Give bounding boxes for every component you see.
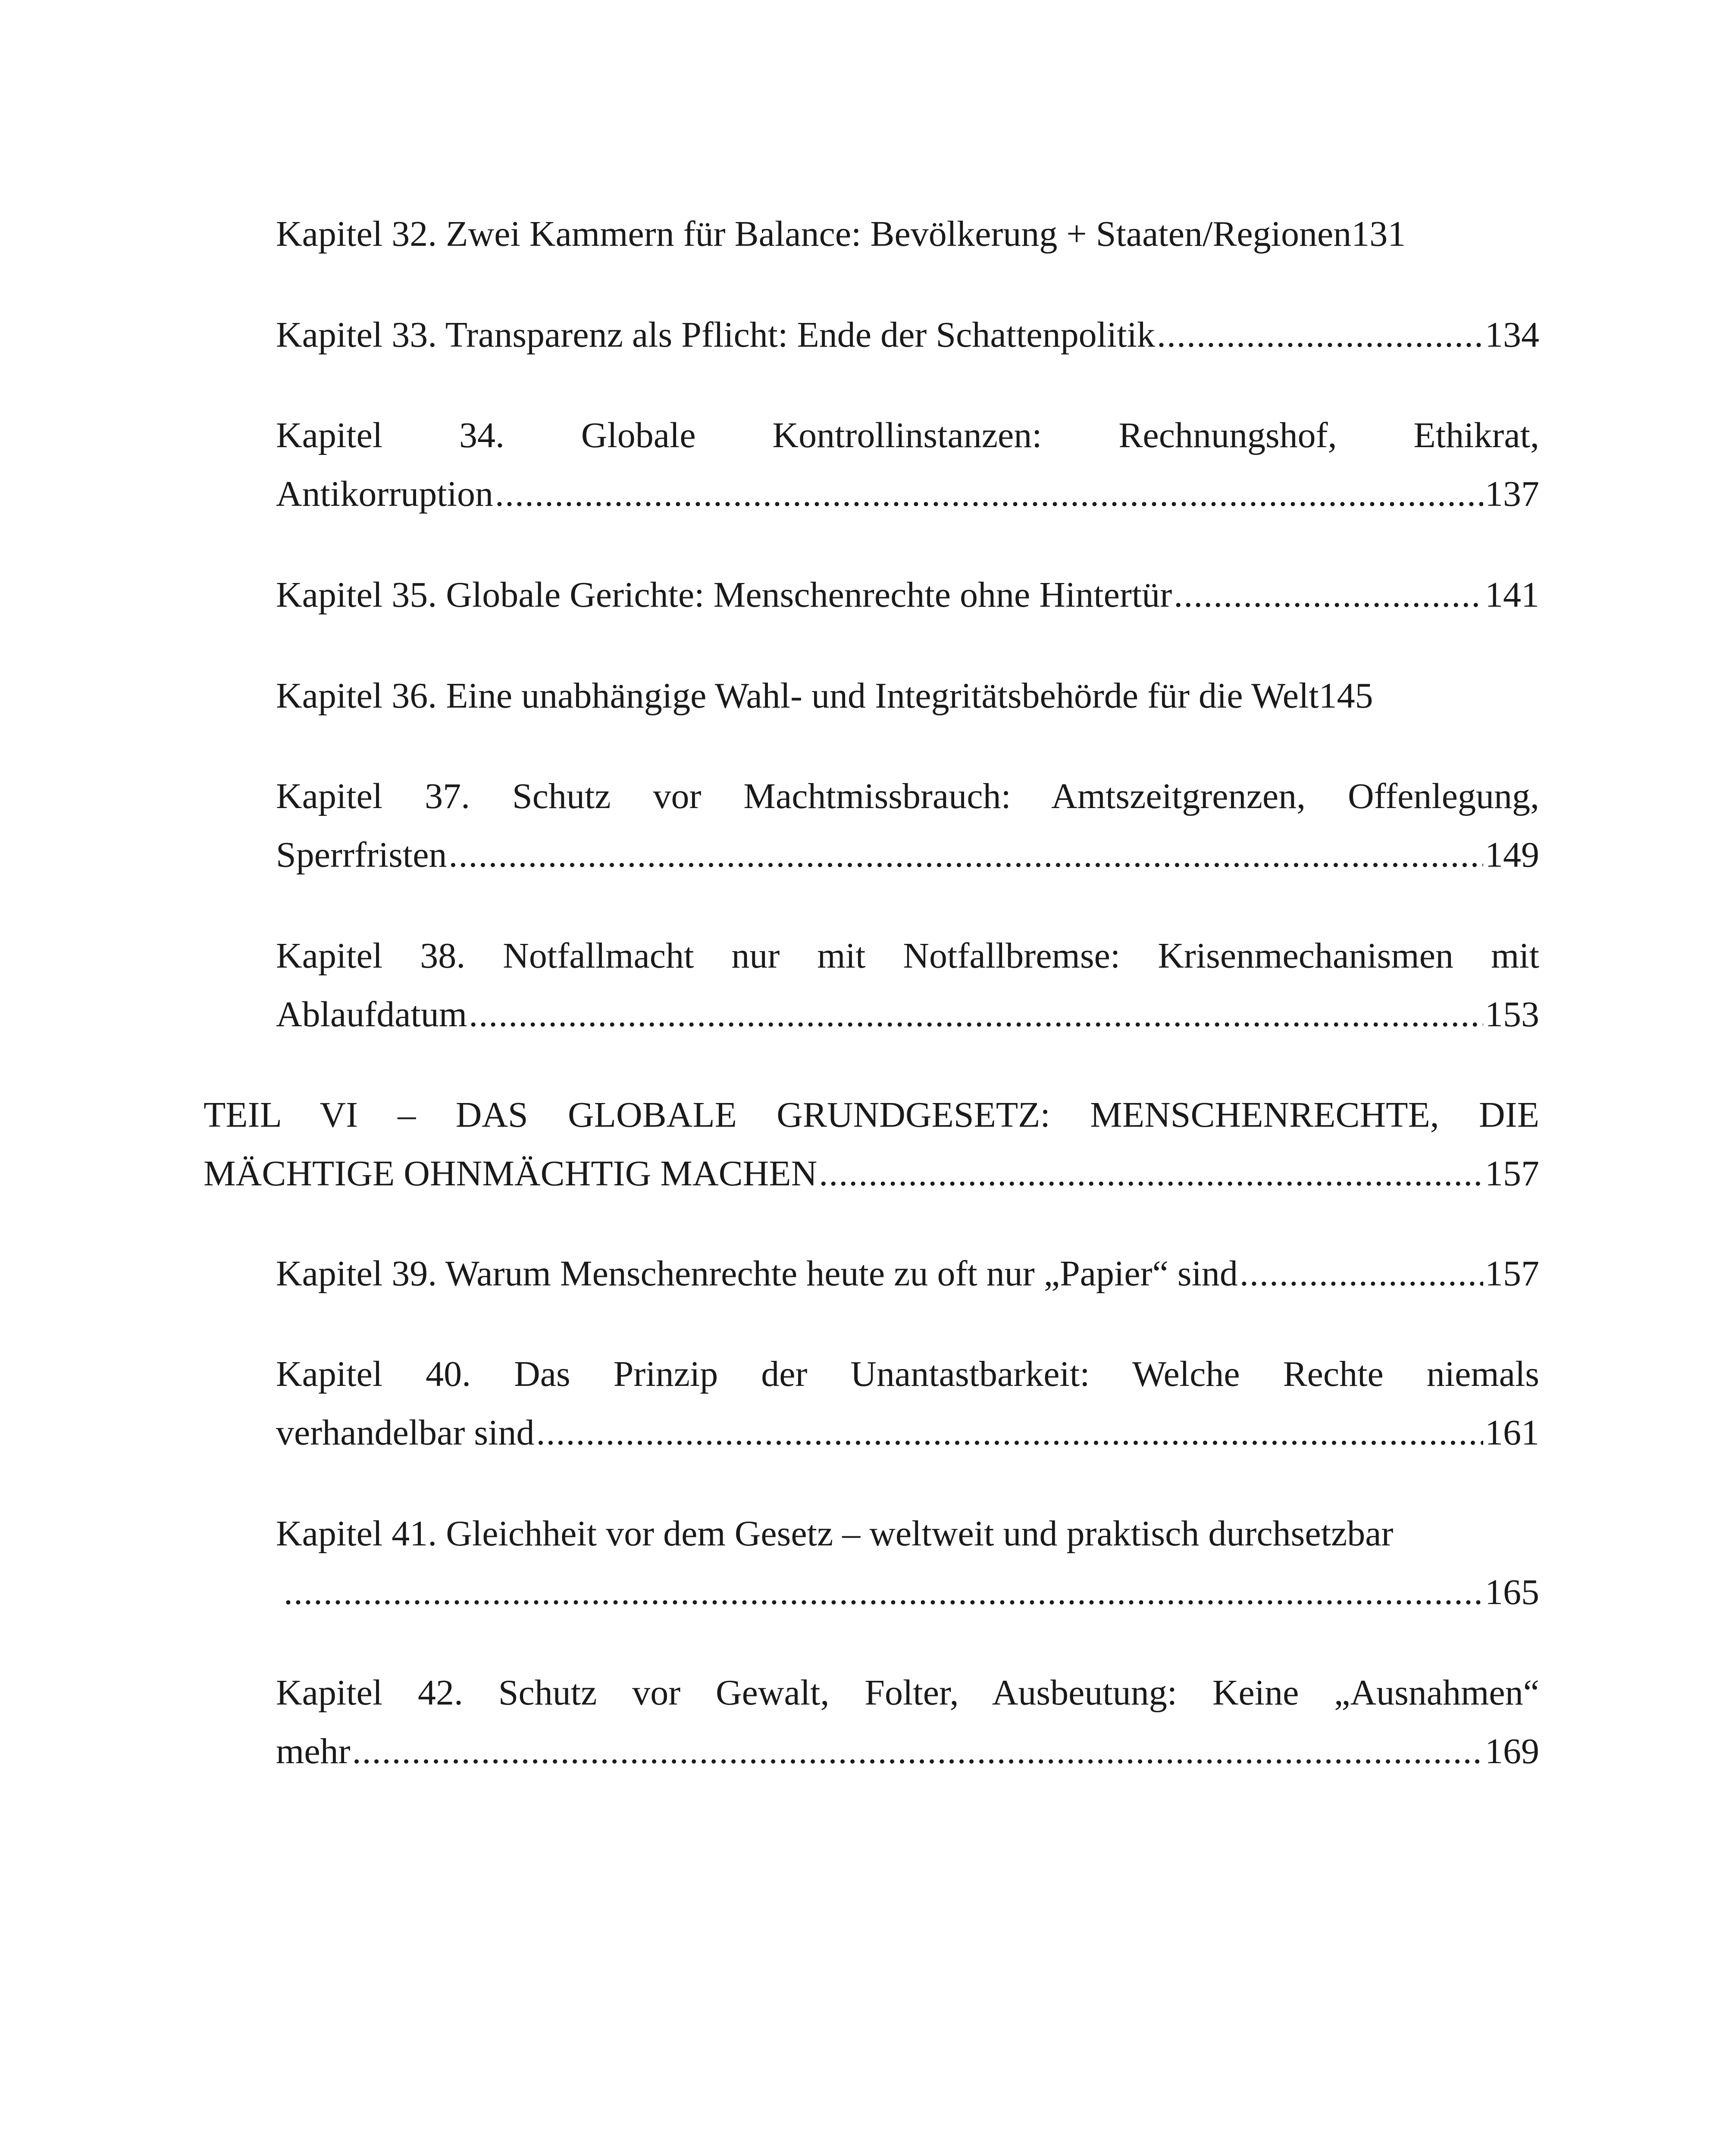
toc-entry-kapitel-35[interactable]	[276, 566, 1539, 624]
dot-leader	[1157, 306, 1483, 364]
toc-page-number: 137	[1485, 474, 1539, 514]
toc-entry-title: Kapitel 34. Globale Kontrollinstanzen: Rechnungshof, Ethikrat,	[276, 415, 1539, 455]
toc-line	[276, 1244, 1539, 1303]
toc-entry-kapitel-37[interactable]	[276, 767, 1539, 884]
toc-page-number: 157	[1485, 1253, 1539, 1294]
toc-entry-title: Kapitel 36. Eine unabhängige Wahl- und Integritätsbehörde für die Welt	[276, 676, 1319, 716]
toc-page-number: 141	[1485, 575, 1539, 615]
toc-line	[276, 985, 1539, 1044]
toc-page-number: 131	[1351, 214, 1406, 254]
toc-line	[276, 1345, 1539, 1404]
toc-part-title-continued: MÄCHTIGE OHNMÄCHTIG MACHEN	[204, 1153, 817, 1194]
toc-line	[276, 927, 1539, 985]
toc-line	[276, 826, 1539, 884]
toc-line	[276, 205, 1539, 263]
toc-line	[276, 1664, 1539, 1722]
toc-entry-title: Kapitel 39. Warum Menschenrechte heute zu oft nur „Papier“ sind	[276, 1253, 1238, 1294]
toc-line	[276, 1563, 1539, 1622]
toc-line	[276, 1722, 1539, 1781]
toc-entry-title: Kapitel 32. Zwei Kammern für Balance: Bevölkerung + Staaten/Regionen	[276, 214, 1352, 254]
dot-leader	[536, 1404, 1483, 1462]
toc-entry-title: Kapitel 38. Notfallmacht nur mit Notfallbremse: Krisenmechanismen mit	[276, 936, 1539, 976]
toc-line	[276, 465, 1539, 523]
toc-entry-kapitel-41[interactable]	[276, 1504, 1539, 1622]
toc-entry-kapitel-33[interactable]	[276, 306, 1539, 364]
toc-line	[276, 406, 1539, 465]
dot-leader	[284, 1563, 1483, 1622]
toc-part-title: TEIL VI – DAS GLOBALE GRUNDGESETZ: MENSCHENRECHTE, DIE	[204, 1095, 1539, 1135]
toc-page-number: 145	[1319, 676, 1373, 716]
toc-line	[276, 566, 1539, 624]
toc-line	[276, 306, 1539, 364]
toc-line	[276, 667, 1539, 725]
toc-entry-kapitel-38[interactable]	[276, 927, 1539, 1044]
toc-line	[276, 1404, 1539, 1462]
dot-leader	[469, 985, 1483, 1044]
toc-page-number: 165	[1485, 1572, 1539, 1612]
toc-line	[204, 1086, 1539, 1144]
dot-leader	[1240, 1244, 1483, 1303]
toc-line	[276, 1504, 1539, 1563]
toc-page-number: 134	[1485, 315, 1539, 355]
dot-leader	[352, 1722, 1483, 1781]
toc-entry-title: Kapitel 37. Schutz vor Machtmissbrauch: Amtszeitgrenzen, Offenlegung,	[276, 776, 1539, 816]
toc-page-number: 153	[1485, 994, 1539, 1034]
toc-page-number: 161	[1485, 1413, 1539, 1453]
toc-entry-title-continued: Ablaufdatum	[276, 994, 467, 1034]
toc-entry-kapitel-36[interactable]	[276, 667, 1539, 725]
dot-leader	[449, 826, 1483, 884]
toc-entry-title: Kapitel 33. Transparenz als Pflicht: Ende der Schattenpolitik	[276, 315, 1155, 355]
toc-entry-title: Kapitel 40. Das Prinzip der Unantastbarkeit: Welche Rechte niemals	[276, 1354, 1539, 1394]
toc-entry-kapitel-32[interactable]	[276, 205, 1539, 263]
toc-line	[204, 1144, 1539, 1203]
toc-entry-title: Kapitel 35. Globale Gerichte: Menschenrechte ohne Hintertür	[276, 575, 1172, 615]
toc-page-number: 149	[1485, 835, 1539, 875]
toc-entry-teil-vi[interactable]	[204, 1086, 1539, 1203]
toc-entry-kapitel-39[interactable]	[276, 1244, 1539, 1303]
toc-entry-kapitel-42[interactable]	[276, 1664, 1539, 1781]
toc-entry-title-continued: Sperrfristen	[276, 835, 447, 875]
dot-leader	[1174, 566, 1483, 624]
toc-entry-title-continued: verhandelbar sind	[276, 1413, 535, 1453]
toc-entry-kapitel-40[interactable]	[276, 1345, 1539, 1462]
toc-line	[276, 767, 1539, 826]
toc-entry-title-continued: Antikorruption	[276, 474, 493, 514]
toc-entry-title: Kapitel 42. Schutz vor Gewalt, Folter, Ausbeutung: Keine „Ausnahmen“	[276, 1673, 1539, 1713]
toc-page-number: 157	[1485, 1153, 1539, 1194]
toc-page-number: 169	[1485, 1731, 1539, 1771]
toc-entry-title-continued: mehr	[276, 1731, 351, 1771]
dot-leader	[819, 1144, 1483, 1203]
toc-entry-title: Kapitel 41. Gleichheit vor dem Gesetz – weltweit und praktisch durchsetzbar	[276, 1514, 1394, 1554]
dot-leader	[495, 465, 1483, 523]
toc-entry-kapitel-34[interactable]	[276, 406, 1539, 523]
